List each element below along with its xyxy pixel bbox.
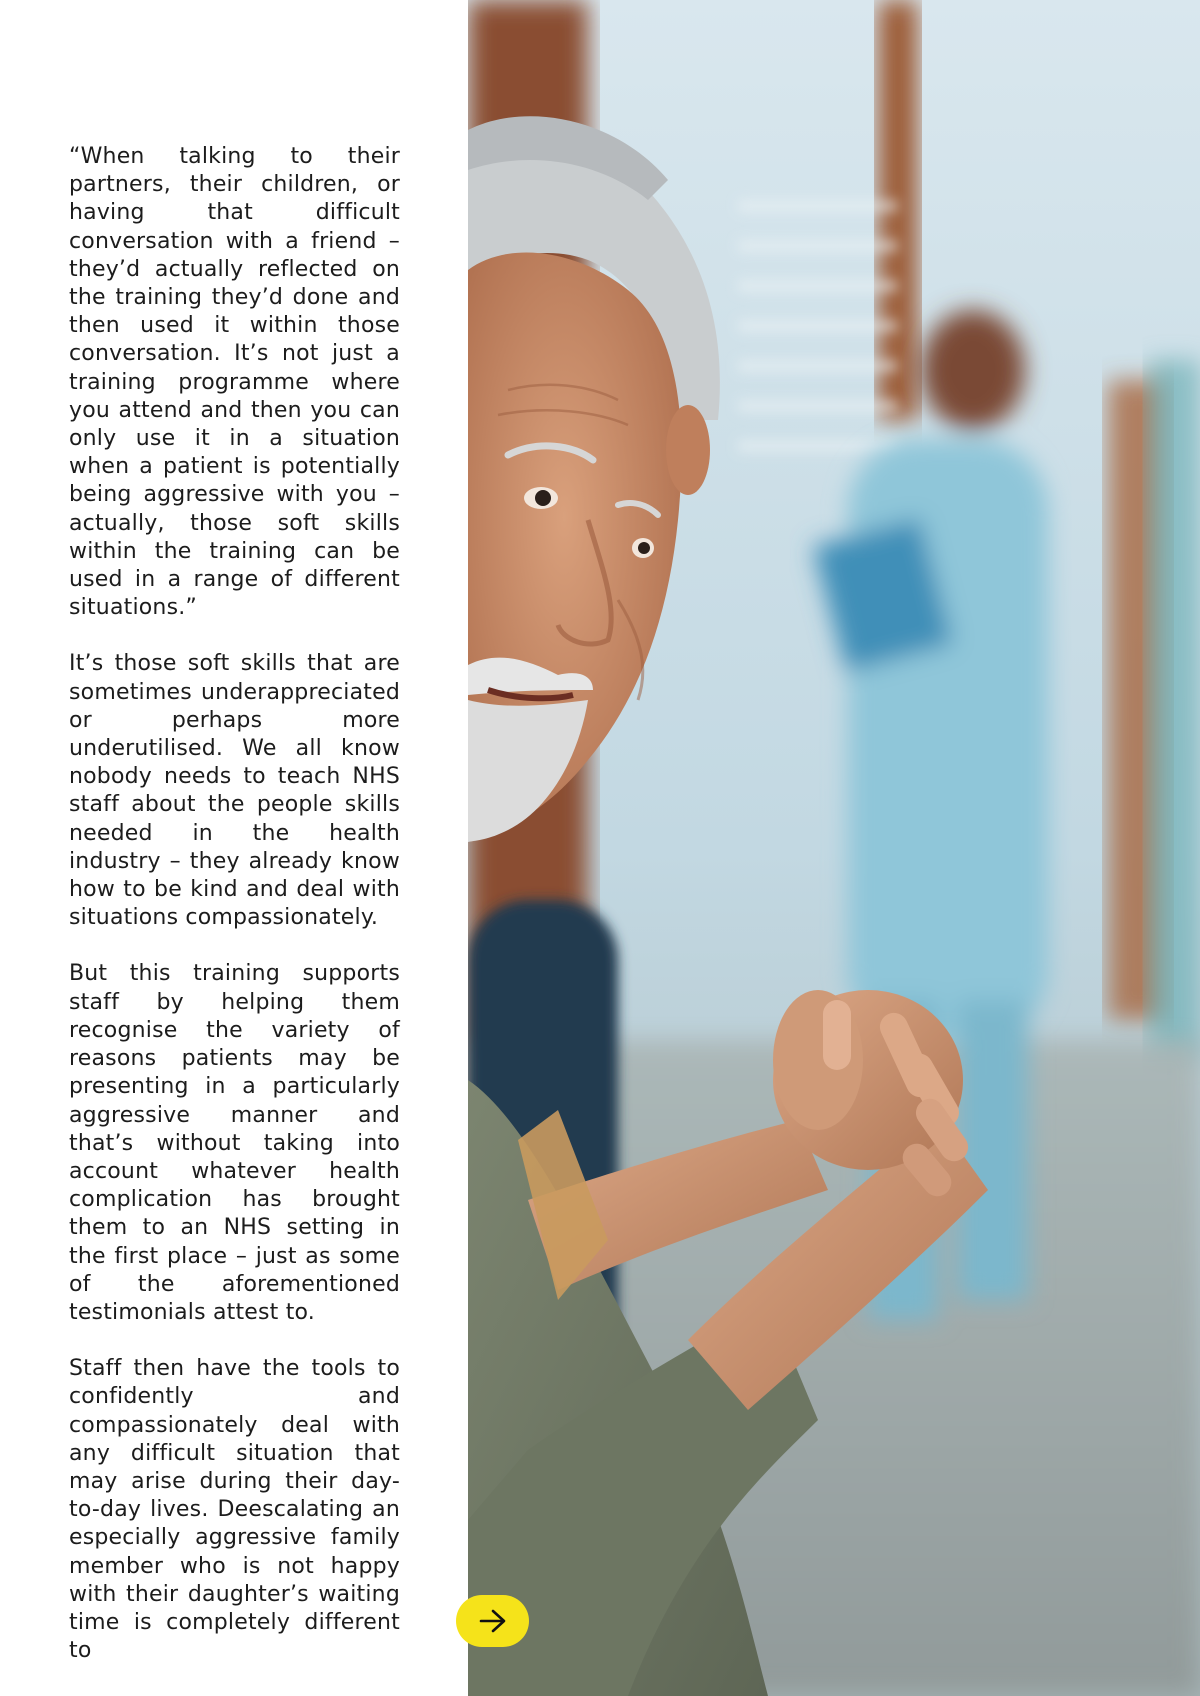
- arrow-right-icon: [478, 1608, 508, 1634]
- body-paragraph-2: But this training supports staff by helping them recognise the variety of reasons patients may be presenting in a particularly aggressive manner and that’s without taking into account whatever health complication has brought them to an NHS setting in the first place – just as some of the aforementioned testimonials attest to.: [69, 961, 400, 1325]
- quote-paragraph: “When talking to their partners, their children, or having that difficult conversation with a friend – they’d actually reflected on the training they’d done and then used it within those conversation. It’s not just a training programme where you attend and then you can only use it in a situation when a patient is potentially being aggressive with you – actually, those soft skills within the training can be used in a range of different situations.”: [69, 144, 400, 621]
- body-paragraph-3: Staff then have the tools to confidently and compassionately deal with any difficult situation that may arise during their day-to-day lives. Deescalating an especially aggressive family member who is not happy with their daughter’s waiting time is completely different to: [69, 1356, 400, 1664]
- photo-illustration: [468, 0, 1200, 1696]
- elderly-man-photo: [468, 0, 1200, 1696]
- next-page-button[interactable]: [456, 1595, 529, 1647]
- body-paragraph-1: It’s those soft skills that are sometimes underappreciated or perhaps more underutilised. We all know nobody needs to teach NHS staff about the people skills needed in the health industry – they already know how to be kind and deal with situations compassionately.: [69, 651, 400, 931]
- article-body: [69, 143, 400, 1693]
